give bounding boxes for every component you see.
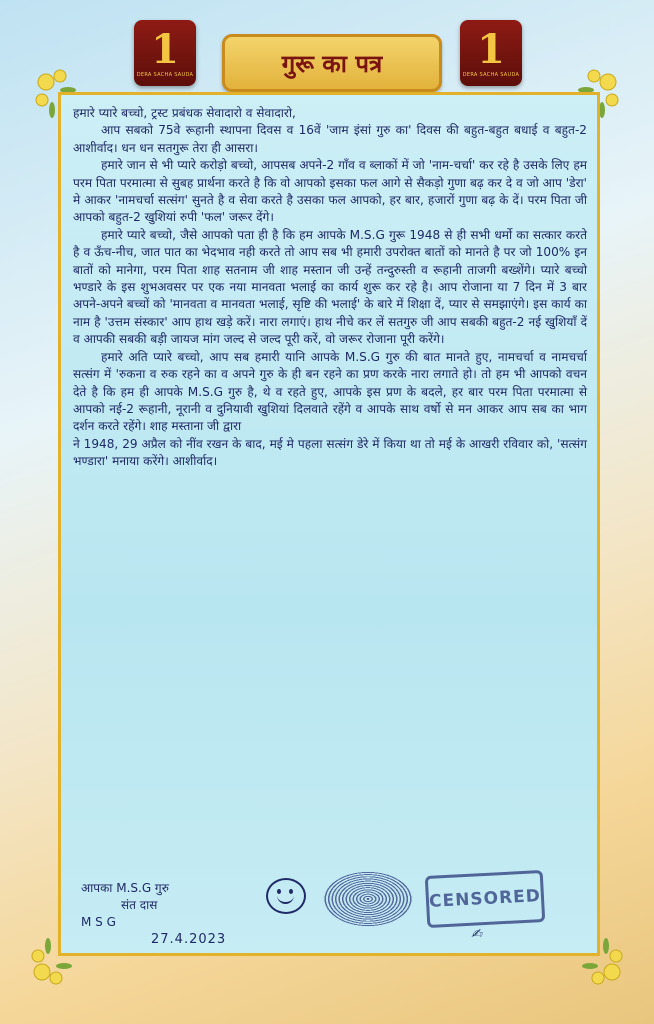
letter-paragraph: हमारे प्यारे बच्चो, जैसे आपको पता ही है कि हम आपके M.S.G गुरू 1948 से ही सभी धर्मो का सत्कार करते है व ऊँच-नीच, जात पात का भेदभाव नही करते तो आप सब भी हमारी उपरोक्त बातों को मानते है पर जो 100% इन बातों को मानेगा, परम पिता शाह सतनाम जी शाह मस्तान जी उन्हें तन्दुरुस्ती व रूहानी ताजगी बख्शेंगे। प्यारे बच्चो भण्डारे के इस शुभअवसर पर एक नया मानवता भलाई का कार्य शुरू कर रहे है। आप रोजाना या 7 दिन में 3 बार अपने-अपने बच्चों को 'मानवता व मानवता भलाई, सृष्टि की भलाई' के बारे में शिक्षा दें, प्यार से समझाएंगे। इस कार्य का नाम है 'उत्तम संस्कार' आप हाथ खड़े करें। नारा लगाएं। हाथ नीचे कर लें सतगुरु जी आप सबकी बहुत-2 नई खुशियाँ दें व आपकी सबकी बड़ी जायज मांग जल्द से जल्द पूरी करें, वो जरूर रोजाना पूरी करेंगे। (73, 227, 587, 347)
logo-number: 1 (151, 26, 179, 73)
letter-paragraph: हमारे जान से भी प्यारे करोड़ो बच्चो, आपसब अपने-2 गाँव व ब्लाकों में जो 'नाम-चर्चा' कर रहे है उसके लिए हम परम पिता परमात्मा से सुबह प्रार्थना करते है कि वो आपको इसका फल आगे से सैकड़ो गुणा बढ़ कर दे व जो आप 'डेरा' मे आकर 'नामचर्चा सत्संग' सुनते है व सेवा करते है उसका फल आपको, हर बार, हजारों गुणा बढ़ के दें। परम पिता जी आपको बहुत-2 खुशियां रुपी 'फल' जरूर देंगे। (73, 158, 587, 225)
page-title: गुरू का पत्र (222, 34, 442, 92)
dera-logo-left (134, 20, 196, 86)
signoff-block (81, 880, 226, 948)
signoff-line: आपका M.S.G गुरु (81, 881, 169, 895)
signoff-initials: M S G (81, 915, 116, 929)
letter-body (73, 105, 587, 471)
letter-paragraph: आप सबको 75वे रूहानी स्थापना दिवस व 16वें 'जाम इंसां गुरु का' दिवस की बहुत-बहुत बधाई व बहुत-2 आशीर्वाद। धन धन सतगुरू तेरा ही आसरा। (73, 123, 587, 155)
signature-mark: ✍︎ (471, 927, 482, 942)
letter-paragraph: ने 1948, 29 अप्रैल को नींव रखन के बाद, मई मे पहला सत्संग डेरे में किया था तो मई के आखरी रविवार को, 'सत्संग भण्डारा' मनाया करेंगे। आशीर्वाद। (73, 436, 587, 469)
logo-number: 1 (477, 26, 505, 73)
letter-panel (58, 92, 600, 956)
logo-caption: DERA SACHA SAUDA (136, 72, 194, 78)
letter-paragraph: हमारे अति प्यारे बच्चो, आप सब हमारी यानि आपके M.S.G गुरु की बात मानते हुए, नामचर्चा व नामचर्चा सत्संग में 'रुकना व रुक रहने का व अपने गुरु के ही बन रहने का प्रण करके नारा लगाते हो। तो हम भी आपको वचन देते है कि हम ही आपके M.S.G गुरु है, थे व रहते हुए, आपके इस प्रण के बदले, हर बार परम पिता परमात्मा से आपको नई-2 रूहानी, नूरानी व दुनियावी खुशियां दिलवाते रहेंगे व आपके साथ वर्षो से मन आकर आप सब का भाग दर्शन करते रहेंगे। शाह मस्ताना जी द्वारा (73, 349, 587, 434)
signoff-date: 27.4.2023 (151, 932, 227, 947)
censored-stamp: CENSORED (425, 870, 546, 928)
letter-greeting: हमारे प्यारे बच्चो, ट्रस्ट प्रबंधक सेवादारो व सेवादारो, (73, 106, 296, 120)
smiley-icon (266, 878, 306, 914)
thumbprint-icon (323, 871, 413, 927)
logo-caption: DERA SACHA SAUDA (462, 72, 520, 78)
dera-logo-right (460, 20, 522, 86)
signoff-name: संत दास (121, 898, 158, 912)
